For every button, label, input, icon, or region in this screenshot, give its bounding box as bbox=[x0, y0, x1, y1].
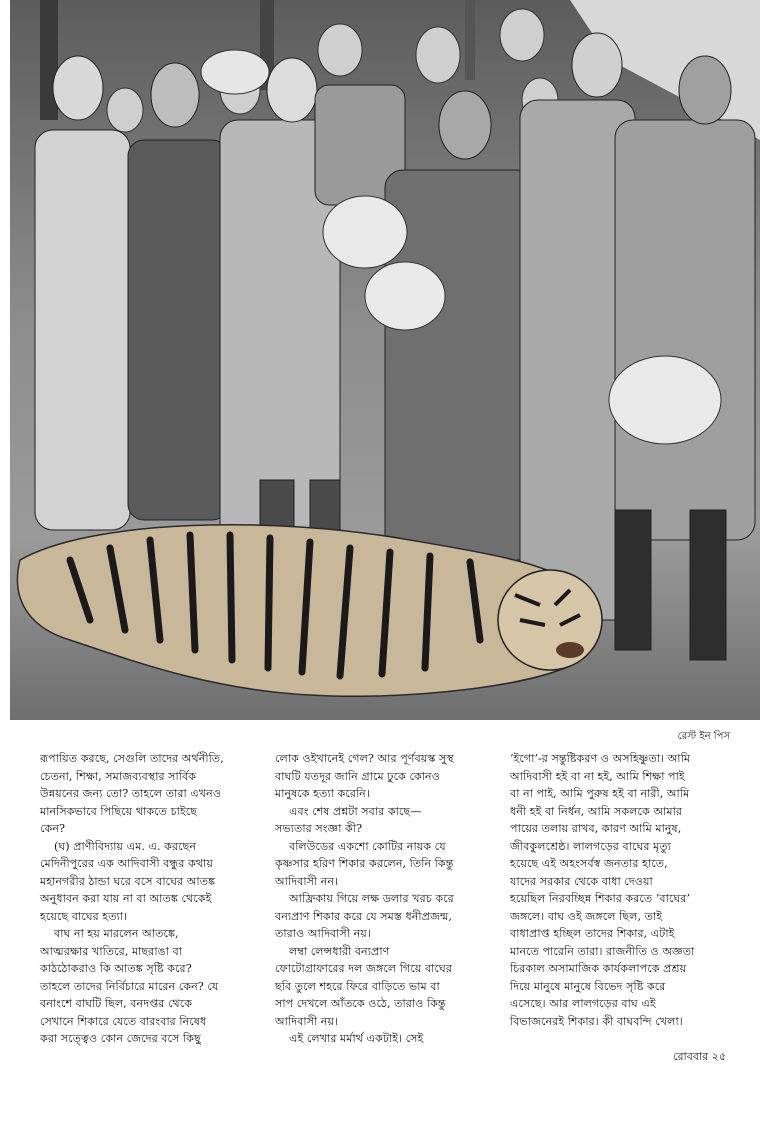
tiger-hunt-photo bbox=[10, 0, 760, 720]
text-line: ছবি তুলে শহরে ফিরে বাড়িতে ভাম বা bbox=[275, 979, 440, 993]
text-line: সেখানে শিকারে যেতে বারংবার নিষেধ bbox=[40, 1014, 207, 1028]
article-column-1 bbox=[40, 750, 260, 1050]
text-line: এবং শেষ প্রশ্নটা সবার কাছে— bbox=[289, 804, 422, 818]
article-column-3 bbox=[510, 750, 730, 1050]
text-line: অনুধাবন করা যায় না বা আতঙ্ক থেকেই bbox=[40, 892, 212, 905]
text-line: কেন? bbox=[40, 822, 66, 835]
text-line: ‘ইগো’-র সন্তুষ্টিকরণ ও অসহিষ্ণুতা। আমি bbox=[510, 752, 691, 765]
photo-caption: রেস্ট ইন পিস bbox=[677, 731, 730, 742]
article-column-2 bbox=[275, 750, 495, 1050]
text-line: লম্বা লেন্সধারী বন্যপ্রাণ bbox=[289, 944, 390, 958]
text-line: করা সত্ত্বেও কোন জেদের বসে কিছু bbox=[40, 1032, 201, 1045]
text-line: মানতে পারেনি তারা। রাজনীতি ও অজ্ঞতা bbox=[510, 944, 695, 958]
text-line: মানসিকভাবে পিছিয়ে থাকতে চাইছে bbox=[40, 804, 197, 818]
text-line: আদিবাসী নন। bbox=[275, 874, 339, 888]
text-line: আদিবাসী নয়। bbox=[275, 1014, 339, 1028]
text-line: আদিবাসী হই বা না হই, আমি শিক্ষা পাই bbox=[510, 769, 685, 783]
text-line: চেতনা, শিক্ষা, সমাজব্যবস্থার সার্বিক bbox=[40, 769, 197, 783]
text-line: বন্যপ্রাণ শিকার করে যে সমস্ত ধনীপ্রজন্ম, bbox=[275, 909, 452, 923]
text-line: কৃষ্ণসার হরিণ শিকার করলেন, তিনি কিন্তু bbox=[275, 857, 454, 870]
text-line: (ঘ) প্রাণীবিদ্যায় এম. এ. করছেন bbox=[54, 839, 197, 853]
text-line: ধনী হই বা নির্ধন, আমি সকলকে আমার bbox=[510, 804, 683, 818]
text-line: মেদিনীপুরের এক আদিবাসী বন্ধুর কথায় bbox=[40, 857, 214, 870]
text-line: মানুষকে হত্যা করেনি। bbox=[275, 787, 370, 800]
text-line: যাদের সরকার থেকে বাধা দেওয়া bbox=[510, 874, 653, 888]
text-line: রূপায়িত করছে, সেগুলি তাদের অর্থনীতি, bbox=[40, 752, 224, 765]
text-line: বলিউডের একশো কোটির নায়ক যে bbox=[289, 839, 446, 853]
page-footer: রোববার ২৫ bbox=[673, 1050, 726, 1063]
text-line: বাঘটি যতদূর জানি গ্রামে ঢুকে কোনও bbox=[275, 769, 440, 783]
text-line: সাপ দেখলে আঁতকে ওঠে, তারাও কিন্তু bbox=[275, 997, 446, 1010]
text-line: হয়েছে বাঘের হত্যা। bbox=[40, 909, 128, 923]
text-line: বিভাজনেরই শিকার। কী বাঘবন্দি খেলা। bbox=[510, 1014, 683, 1028]
text-line: বা না পাই, আমি পুরুষ হই বা নারী, আমি bbox=[510, 787, 690, 800]
text-line: এসেছে। আর লালগড়ের বাঘ এই bbox=[510, 997, 656, 1010]
text-line: লোক ওইখানেই গেল? আর পূর্ণবয়স্ক সুস্থ bbox=[275, 752, 454, 765]
text-line: হয়েছে এই অহংসর্বস্ব জনতার হাতে, bbox=[510, 857, 668, 870]
text-line: চিরকাল অসামাজিক কার্যকলাপকে প্রশ্রয় bbox=[510, 962, 687, 975]
text-line: মহানগরীর ঠান্ডা ঘরে বসে বাঘের আতঙ্ক bbox=[40, 874, 216, 888]
text-line: বাধাপ্রাপ্ত হচ্ছিল তাদের শিকার, এটাই bbox=[510, 927, 675, 940]
text-line: তাহলে তাদের নির্বিচারে মারেন কেন? যে bbox=[40, 979, 219, 993]
text-line: কাঠঠোকরাও কি আতঙ্ক সৃষ্টি করে? bbox=[40, 962, 192, 975]
text-line: আফ্রিকায় গিয়ে লক্ষ ডলার খরচ করে bbox=[289, 892, 454, 905]
text-line: সভ্যতার সংজ্ঞা কী? bbox=[275, 822, 363, 835]
text-line: পায়ের তলায় রাখব, কারণ আমি মানুষ, bbox=[510, 822, 682, 835]
text-line: বাঘ না হয় মারলেন আতঙ্কে, bbox=[54, 927, 179, 940]
text-line: এই লেখার মর্মার্থ একটাই। সেই bbox=[289, 1032, 424, 1045]
article-body bbox=[40, 750, 730, 1050]
tiger-hunt-photo-drawing bbox=[10, 0, 760, 720]
text-line: ফোটোগ্রাফারের দল জঙ্গলে গিয়ে বাঘের bbox=[275, 962, 452, 975]
text-line: তারাও আদিবাসী নয়। bbox=[275, 927, 371, 940]
text-line: আত্মরক্ষার খাতিরে, মাছরাঙা বা bbox=[40, 944, 183, 958]
text-line: জীবকুলশ্রেষ্ঠ। লালগড়ের বাঘের মৃত্যু bbox=[510, 839, 671, 853]
text-line: দিয়ে মানুষে মানুষে বিভেদ সৃষ্টি করে bbox=[510, 979, 666, 993]
text-line: বনাংশে বাঘটি ছিল, বনদপ্তর থেকে bbox=[40, 997, 193, 1010]
text-line: হয়েছিল নিরবচ্ছিন্ন শিকার করতে ‘বাঘের’ bbox=[510, 892, 690, 905]
text-line: জঙ্গলে। বাঘ ওই জঙ্গলে ছিল, তাই bbox=[510, 909, 663, 923]
text-line: উন্নয়নের জন্য তো? তাহলে তারা এখনও bbox=[40, 787, 222, 800]
